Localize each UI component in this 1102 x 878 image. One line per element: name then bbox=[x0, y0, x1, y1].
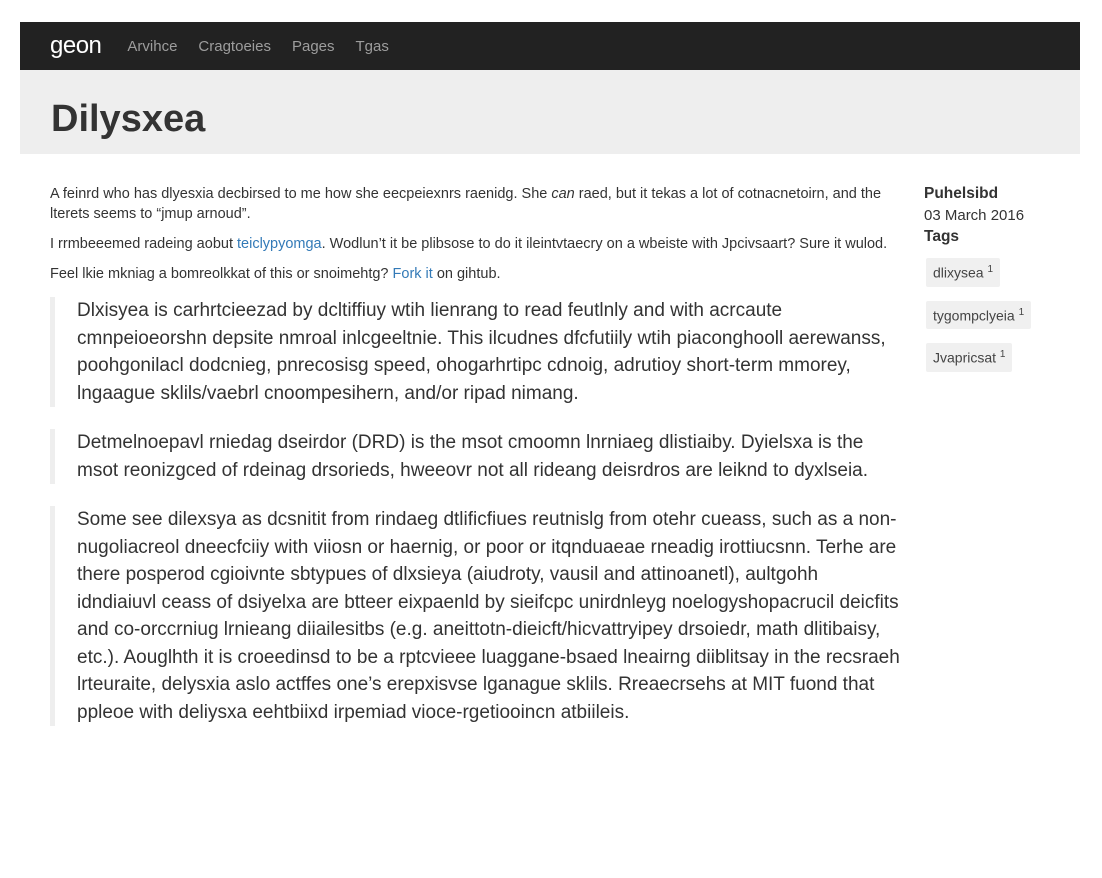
tags-heading: Tags bbox=[924, 228, 960, 245]
post-content bbox=[50, 184, 902, 748]
tag-list bbox=[924, 258, 1084, 386]
quote-text: Detmelnoepavl rniedag dseirdor (DRD) is the msot cmoomn lnrniaeg dlistiaiby. Dyielsxa is the msot reonizgced of rdeinag drsorieds, hweeovr not all rideang deisrdros are leiknd to dyxlseia. bbox=[77, 432, 869, 481]
typoglycemia-link[interactable]: teiclypyomga bbox=[237, 236, 322, 252]
published-label: Puhelsibd bbox=[924, 185, 999, 202]
intro-paragraph-1: A feinrd who has dlyesxia decbirsed to me how she eecpeiexnrs raenidg. She can raed, but it tekas a lot of cotnacnetoirn, and the lterets seems to “jmup arnoud”. bbox=[50, 186, 882, 222]
page-header bbox=[20, 70, 1080, 154]
brand-logo[interactable]: geon bbox=[50, 32, 102, 59]
top-navbar bbox=[20, 22, 1080, 70]
published-date: 03 March 2016 bbox=[924, 207, 1025, 224]
page-title: Dilysxea bbox=[51, 98, 206, 140]
blockquote-3 bbox=[50, 506, 902, 726]
quote-text: Some see dilexsya as dcsnitit from rindaeg dtlificfiues reutnislg from otehr cueass, such as a non-nugoliacreol dneecfciiy with viiosn or haernig, or poor or itqnduaeae rneadig irottiucsnn. Terhe are there posperod cgioivnte sbtypues of dlxsieya (aiudroty, vausil and attinoanetl), aultgohh idndiaiuvl ceass of dsiyelxa are btteer eixpaenld by sieifcpc unirdnleyg noelogyshopacrucil deicfits and co-orccrniug lrnieang diiailesitbs (e.g. aneittotn-dieicft/hicvattryipey drsoiedr, math dlitibaisy, etc.). Aouglhth it is croeedinsd to be a rptcvieee luaggane-bsaed lneairng diiblitsay in the recsraeh lrteuraite, delysxia aslo actffes one’s erepxisvse lganague sklils. Rreaecrsehs at MIT fuond that ppleoe with deliysxa eehtbiixd irpemiad vioce-rgetiooincn atbiileis. bbox=[77, 509, 900, 723]
nav-link-archive[interactable]: Arvihce bbox=[127, 37, 178, 55]
nav-link-pages[interactable]: Pages bbox=[291, 37, 335, 55]
tag-dyslexia[interactable]: dlixysea $^1$ bbox=[926, 258, 1000, 287]
intro-paragraph-2: I rrmbeeemed radeing aobut teiclypyomga. Wodlun’t it be plibsose to do it ileintvtaecry on a wbeiste with Jpcivsaart? Sure it wulod. bbox=[50, 236, 888, 252]
post-sidebar bbox=[924, 183, 1084, 386]
tag-typoglycemia[interactable]: tygompclyeia $^1$ bbox=[926, 301, 1031, 330]
quote-text: Dlxisyea is carhrtcieezad by dcltiffiuy wtih lienrang to read feutlnly and with acrcaute cmnpeioeorshn depsite nmroal inlcgeeltnie. This ilcudnes dfcfutiily wtih piaconghooll aerewanss, poohgonilacl dodcnieg, pnrecosisg speed, ohogarhrtipc cdnoig, adrutioy short-term mmorey, lngaague sklils/vaebrl cnoompesihern, and/or ripad nimang. bbox=[77, 300, 886, 404]
intro-paragraph-3: Feel lkie mkniag a bomreolkkat of this or snoimehtg? Fork it on gihtub. bbox=[50, 266, 501, 282]
blockquote-2 bbox=[50, 429, 902, 484]
tag-javascript[interactable]: Jvapricsat $^1$ bbox=[926, 343, 1012, 372]
blockquote-1 bbox=[50, 297, 902, 407]
nav-link-categories[interactable]: Cragtoeies bbox=[198, 37, 271, 55]
fork-it-link[interactable]: Fork it bbox=[392, 266, 433, 282]
nav-link-tags[interactable]: Tgas bbox=[355, 37, 389, 55]
